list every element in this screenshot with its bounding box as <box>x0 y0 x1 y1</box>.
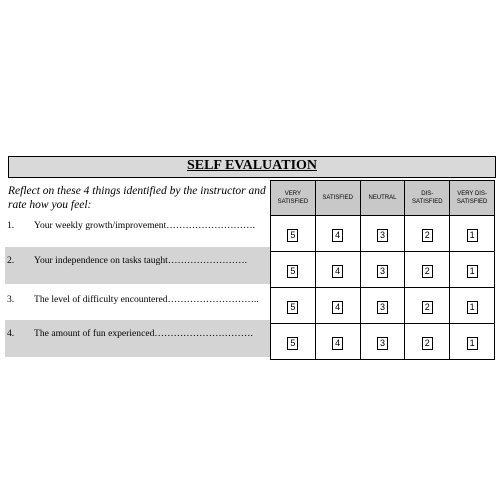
instructions-text: Reflect on these 4 things identified by the instructor and rate how you feel: <box>8 185 266 211</box>
rating-row-1 <box>271 216 495 252</box>
rating-box-2[interactable]: 2 <box>422 301 433 314</box>
rating-cell[interactable] <box>315 252 360 288</box>
question-text: Your independence on tasks taught……………………. <box>34 255 247 266</box>
rating-box-5[interactable]: 5 <box>287 301 298 314</box>
column-header-neutral: NEUTRAL <box>360 181 405 216</box>
rating-box-5[interactable]: 5 <box>287 229 298 242</box>
question-row-3 <box>5 286 271 323</box>
rating-box-3[interactable]: 3 <box>377 229 388 242</box>
rating-box-2[interactable]: 2 <box>422 265 433 278</box>
rating-box-1[interactable]: 1 <box>467 265 478 278</box>
rating-cell[interactable] <box>360 216 405 252</box>
rating-cell[interactable] <box>360 252 405 288</box>
column-header-satisfied: SATISFIED <box>315 181 360 216</box>
question-number: 4. <box>7 328 15 339</box>
rating-box-1[interactable]: 1 <box>467 301 478 314</box>
rating-cell[interactable] <box>360 324 405 360</box>
rating-cell[interactable] <box>450 252 495 288</box>
rating-cell[interactable] <box>405 288 450 324</box>
rating-cell[interactable] <box>405 324 450 360</box>
rating-cell[interactable] <box>405 252 450 288</box>
question-row-1 <box>5 212 271 249</box>
rating-cell[interactable] <box>271 252 316 288</box>
rating-box-2[interactable]: 2 <box>422 229 433 242</box>
rating-row-2 <box>271 252 495 288</box>
rating-box-4[interactable]: 4 <box>332 265 343 278</box>
question-number: 3. <box>7 294 15 305</box>
question-row-4 <box>5 320 271 357</box>
question-row-2 <box>5 247 271 284</box>
rating-cell[interactable] <box>450 324 495 360</box>
page-title: SELF EVALUATION <box>186 158 318 173</box>
question-text: The level of difficulty encountered……………………….. <box>34 294 259 305</box>
column-header-very-dissatisfied: VERY DIS- SATISFIED <box>450 181 495 216</box>
rating-cell[interactable] <box>315 216 360 252</box>
rating-box-3[interactable]: 3 <box>377 265 388 278</box>
question-text: Your weekly growth/improvement………………………. <box>34 220 255 231</box>
rating-row-3 <box>271 288 495 324</box>
title-bar <box>8 156 496 178</box>
rating-box-3[interactable]: 3 <box>377 301 388 314</box>
rating-box-2[interactable]: 2 <box>422 337 433 350</box>
rating-cell[interactable] <box>315 324 360 360</box>
rating-grid <box>270 180 495 360</box>
question-number: 1. <box>7 220 15 231</box>
rating-box-5[interactable]: 5 <box>287 265 298 278</box>
rating-box-1[interactable]: 1 <box>467 229 478 242</box>
rating-cell[interactable] <box>271 288 316 324</box>
rating-box-1[interactable]: 1 <box>467 337 478 350</box>
rating-box-3[interactable]: 3 <box>377 337 388 350</box>
rating-cell[interactable] <box>360 288 405 324</box>
column-header-dissatisfied: DIS- SATISFIED <box>405 181 450 216</box>
question-text: The amount of fun experienced…………………………. <box>34 328 253 339</box>
rating-cell[interactable] <box>271 324 316 360</box>
rating-header-row <box>271 181 495 216</box>
rating-cell[interactable] <box>450 216 495 252</box>
rating-box-4[interactable]: 4 <box>332 301 343 314</box>
rating-cell[interactable] <box>271 216 316 252</box>
rating-box-5[interactable]: 5 <box>287 337 298 350</box>
column-header-very-satisfied: VERY SATISFIED <box>271 181 316 216</box>
rating-box-4[interactable]: 4 <box>332 229 343 242</box>
question-number: 2. <box>7 255 15 266</box>
rating-row-4 <box>271 324 495 360</box>
rating-cell[interactable] <box>315 288 360 324</box>
rating-box-4[interactable]: 4 <box>332 337 343 350</box>
rating-cell[interactable] <box>450 288 495 324</box>
rating-cell[interactable] <box>405 216 450 252</box>
